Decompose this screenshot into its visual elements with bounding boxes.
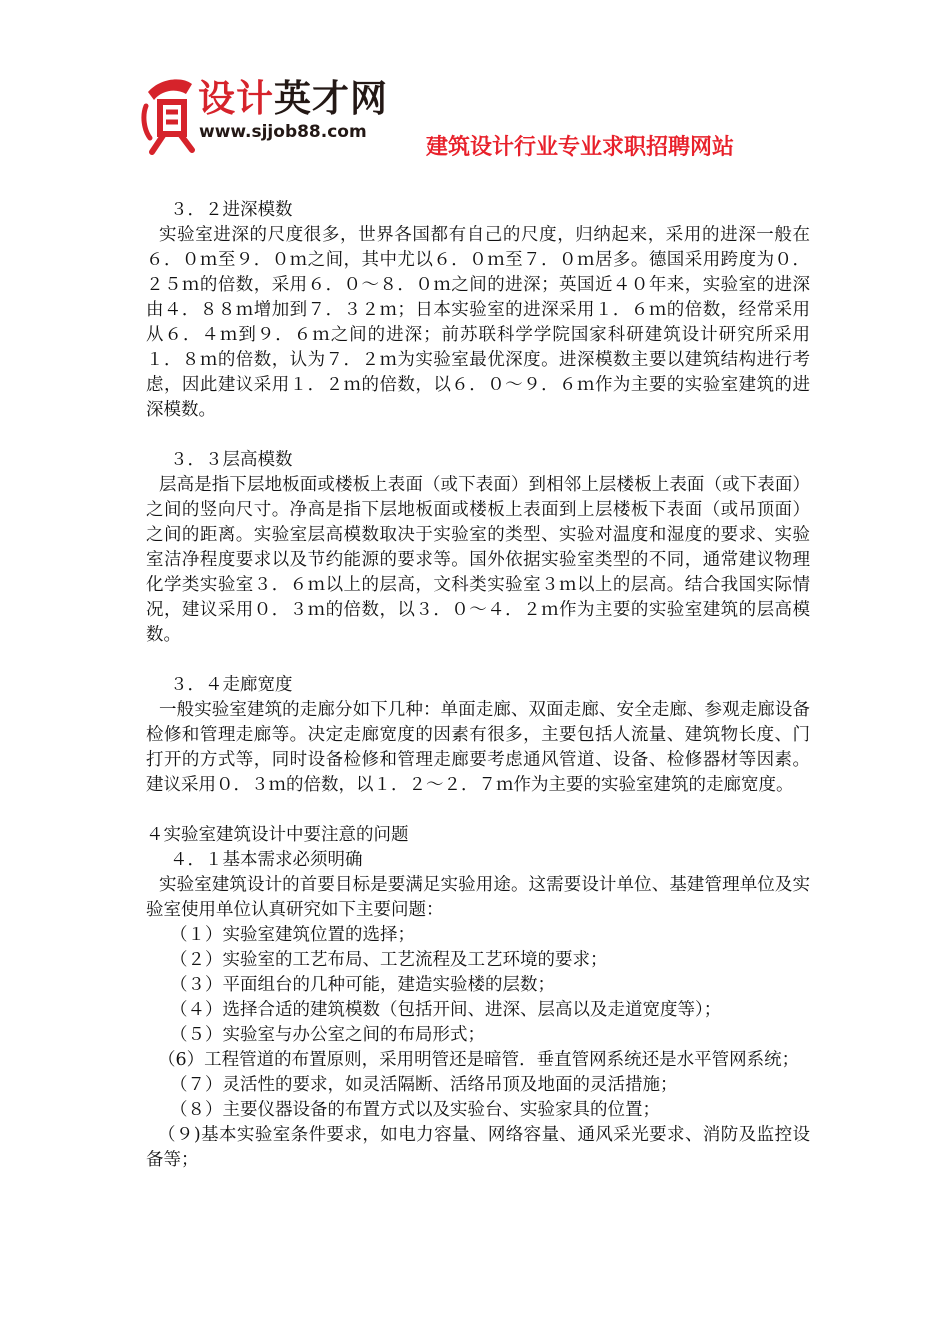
page-header <box>0 0 950 175</box>
chapter-subheading: ４．１基本需求必须明确 <box>170 850 363 870</box>
logo-name-part2: 英才网 <box>274 77 388 120</box>
paragraph-gap <box>146 423 810 448</box>
section-heading-corridor-width: ３．４走廊宽度 <box>170 675 293 695</box>
list-item: （７）灵活性的要求，如灵活隔断、活络吊顶及地面的灵活措施； <box>170 1075 678 1095</box>
list-item: （２）实验室的工艺布局、工艺流程及工艺环境的要求； <box>170 950 608 970</box>
paragraph-gap <box>146 648 810 673</box>
list-item: （８）主要仪器设备的布置方式以及实验台、实验家具的位置； <box>170 1100 660 1120</box>
site-tagline: 建筑设计行业专业求职招聘网站 <box>426 135 735 160</box>
section-body-floor-height: 层高是指下层地板面或楼板上表面（或下表面）到相邻上层楼板上表面（或下表面）之间的竖向尺寸。净高是指下层地板面或楼板上表面到上层楼板下表面（或吊顶面）之间的距离。实验室层高模数取决于实验室的类型、实验对温度和湿度的要求、实验室洁净程度要求以及节约能源的要求等。国外依据实验室类型的不同，通常建议物理化学类实验室３．６ｍ以上的层高，文科类实验室３ｍ以上的层高。结合我国实际情况，建议采用０．３ｍ的倍数，以３．０～４．２ｍ作为主要的实验室建筑的层高模数。 <box>146 475 810 645</box>
logo-name <box>198 78 388 120</box>
site-logo[interactable] <box>140 72 400 158</box>
list-item: （6）工程管道的布置原则，采用明管还是暗管．垂直管网系统还是水平管网系统； <box>158 1050 800 1070</box>
chapter-intro: 实验室建筑设计的首要目标是要满足实验用途。这需要设计单位、基建管理单位及实验室使用单位认真研究如下主要问题： <box>146 875 810 920</box>
chapter-title: ４实验室建筑设计中要注意的问题 <box>146 825 409 845</box>
logo-name-part1: 设计 <box>198 77 274 120</box>
logo-url[interactable]: www.sjjob88.com <box>199 122 367 142</box>
logo-mark-icon <box>140 72 198 158</box>
list-item: （１）实验室建筑位置的选择； <box>170 925 415 945</box>
section-heading-floor-height: ３．３层高模数 <box>170 450 293 470</box>
document-body <box>146 198 810 1173</box>
list-item: （５）实验室与办公室之间的布局形式； <box>170 1025 485 1045</box>
section-body-corridor-width: 一般实验室建筑的走廊分如下几种：单面走廊、双面走廊、安全走廊、参观走廊设备检修和管理走廊等。决定走廊宽度的因素有很多，主要包括人流量、建筑物长度、门打开的方式等，同时设备检修和管理走廊要考虑通风管道、设备、检修器材等因素。建议采用０．３ｍ的倍数，以１．２～２．７ｍ作为主要的实验室建筑的走廊宽度。 <box>146 700 810 795</box>
section-heading-depth-module: ３．２进深模数 <box>170 200 293 220</box>
paragraph-gap <box>146 798 810 823</box>
section-body-depth-module: 实验室进深的尺度很多，世界各国都有自己的尺度，归纳起来，采用的进深一般在６．０ｍ至９．０ｍ之间，其中尤以６．０ｍ至７．０ｍ居多。德国采用跨度为０．２５ｍ的倍数，采用６．０～８．０ｍ之间的进深；英国近４０年来，实验室的进深由４．８８ｍ增加到７．３２ｍ；日本实验室的进深采用１．６ｍ的倍数，经常采用从６．４ｍ到９．６ｍ之间的进深；前苏联科学学院国家科研建筑设计研究所采用１．８ｍ的倍数，认为７．２ｍ为实验室最优深度。进深模数主要以建筑结构进行考虑，因此建议采用１．２ｍ的倍数，以６．０～９．６ｍ作为主要的实验室建筑的进深模数。 <box>146 225 810 420</box>
list-item: （３）平面组台的几种可能，建造实验楼的层数； <box>170 975 555 995</box>
list-item: （４）选择合适的建筑模数（包括开间、进深、层高以及走道宽度等）； <box>170 1000 722 1020</box>
list-item: （９)基本实验室条件要求，如电力容量、网络容量、通风采光要求、消防及监控设备等； <box>146 1125 810 1170</box>
